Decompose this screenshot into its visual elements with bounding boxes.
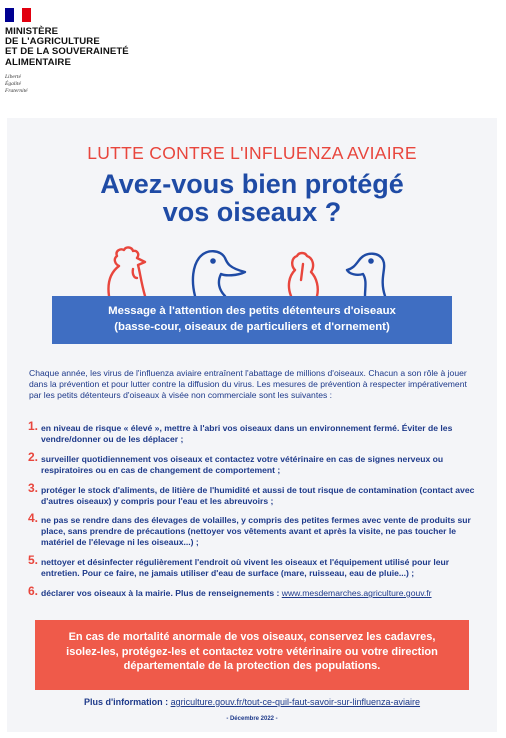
mortality-alert-box bbox=[35, 620, 469, 690]
more-info-link[interactable]: agriculture.gouv.fr/tout-ce-quil-faut-savoir-sur-linfluenza-aviaire bbox=[170, 697, 421, 707]
motto-line: Liberté bbox=[5, 74, 21, 80]
item-text: nettoyer et désinfecter régulièrement l'endroit où vivent les oiseaux et l'équipement utilisé pour leur entretien. Pour ce faire, ne jamais utiliser d'eau de surface (mare, ruisseau, eau de pluie...) ; bbox=[41, 557, 450, 579]
ministry-line: MINISTÈRE bbox=[5, 26, 59, 37]
headline-line: Avez-vous bien protégé bbox=[100, 169, 404, 199]
french-flag-icon bbox=[5, 8, 31, 22]
alert-line: isolez-les, protégez-les et contactez votre vétérinaire ou votre direction bbox=[66, 645, 438, 658]
item-number: 1. bbox=[28, 419, 39, 433]
item-number: 2. bbox=[28, 449, 39, 464]
prevention-measures-list bbox=[28, 419, 483, 608]
list-item bbox=[28, 511, 483, 548]
rooster-icon bbox=[108, 247, 145, 296]
headline-line: vos oiseaux ? bbox=[162, 197, 342, 227]
list-item bbox=[28, 553, 483, 579]
publication-date: - Décembre 2022 - bbox=[226, 716, 278, 722]
item-text: en niveau de risque « élevé », mettre à l'abri vos oiseaux dans un environnement fermé. Éviter de les vendre/donner ou de les déplacer ; bbox=[41, 423, 453, 444]
ministry-name bbox=[5, 27, 129, 68]
turkey-icon bbox=[289, 253, 318, 296]
item-number: 6. bbox=[28, 583, 39, 598]
intro-paragraph: Chaque année, les virus de l'influenza aviaire entraînent l'abattage de millions d'oiseaux. Chacun a son rôle à jouer dans la prévention et pour lutter contre la diffusion du virus. Les mesures de prévention à respecter impérativement par les petits détenteurs d'oiseaux à visée non commerciale sont les suivantes : bbox=[29, 368, 467, 400]
item-text: déclarer vos oiseaux à la mairie. Plus de renseignements : bbox=[41, 587, 282, 598]
republic-motto bbox=[5, 74, 28, 94]
motto-line: Fraternité bbox=[5, 87, 28, 94]
poster-topline: LUTTE CONTRE L'INFLUENZA AVIAIRE bbox=[87, 143, 417, 163]
item-number: 5. bbox=[28, 553, 39, 568]
alert-line: départementale de la protection des populations. bbox=[123, 660, 381, 673]
mesdemarches-link[interactable]: www.mesdemarches.agriculture.gouv.fr bbox=[281, 587, 432, 598]
header bbox=[0, 0, 506, 108]
list-item bbox=[28, 449, 483, 476]
item-number: 3. bbox=[28, 480, 39, 495]
target-audience-banner bbox=[52, 296, 452, 344]
item-number: 4. bbox=[28, 511, 39, 526]
goose-icon bbox=[347, 254, 385, 296]
banner-line: (basse-cour, oiseaux de particuliers et d'ornement) bbox=[114, 320, 390, 333]
ministry-line: ALIMENTAIRE bbox=[5, 56, 71, 68]
list-item bbox=[28, 583, 483, 599]
item-text: ne pas se rendre dans des élevages de volailles, y compris des petites fermes avec vente de produits sur place, sans prendre de précautions (nettoyer vos vêtements avant et après la visite, ne pas toucher le matériel de l'élevage ni les oiseaux...) ; bbox=[41, 515, 471, 548]
more-info-label: Plus d'information : bbox=[83, 697, 169, 707]
bird-illustrations bbox=[95, 236, 405, 296]
more-info-line bbox=[7, 697, 497, 707]
list-item bbox=[28, 419, 483, 445]
item-text: surveiller quotidiennement vos oiseaux et contactez votre vétérinaire en cas de signes nerveux ou respiratoires ou en cas de changement de comportement ; bbox=[41, 453, 444, 475]
motto-line: Égalité bbox=[5, 80, 21, 87]
ministry-line: ET DE LA SOUVERAINETÉ bbox=[5, 46, 129, 58]
item-text: protéger le stock d'aliments, de litière de l'humidité et aussi de tout risque de contamination (contact avec d'autres oiseaux) y compris pour l'eau et les abreuvoirs ; bbox=[41, 484, 475, 506]
banner-line: Message à l'attention des petits détenteurs d'oiseaux bbox=[108, 305, 396, 317]
duck-icon bbox=[193, 251, 245, 296]
ministry-line: DE L'AGRICULTURE bbox=[5, 36, 100, 48]
list-item bbox=[28, 480, 483, 507]
poster bbox=[7, 118, 497, 732]
alert-line: En cas de mortalité anormale de vos oiseaux, conservez les cadavres, bbox=[68, 631, 436, 643]
poster-headline bbox=[7, 170, 497, 226]
